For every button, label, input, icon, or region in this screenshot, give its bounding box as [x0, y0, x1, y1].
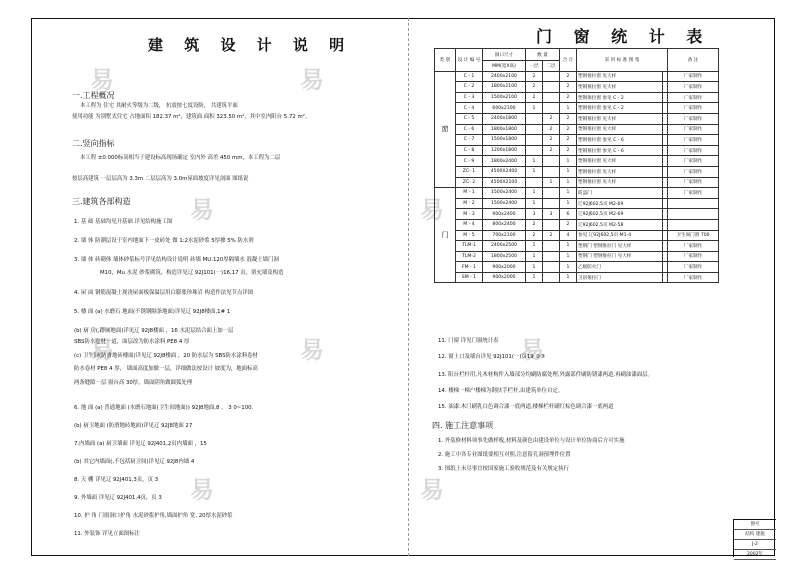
table-cell: 厂家制作 — [668, 145, 719, 156]
table-cell: C - 6 — [456, 124, 483, 135]
table-cell: 900x2400 — [483, 209, 526, 220]
table-row — [435, 209, 719, 220]
watermark-mark: 易 — [90, 336, 114, 364]
note-line: 12. 窗上口及墙台详见 92J101(一)页19 ①③ — [438, 354, 546, 360]
table-cell: 1 — [560, 251, 577, 262]
table-cell: 塑钢推拉窗 参见 C - 6 — [577, 135, 663, 146]
table-subheader: 二层 — [543, 61, 560, 72]
table-cell: 塑钢推拉窗 见大样 — [577, 82, 663, 93]
table-cell: 塑钢推拉窗 见大样 — [577, 177, 663, 188]
table-cell: 2400x2100 — [483, 71, 526, 82]
table-cell: 2 — [526, 82, 543, 93]
table-row — [435, 177, 719, 188]
table-cell: 1500x2100 — [483, 92, 526, 103]
table-cell: C - 8 — [456, 145, 483, 156]
table-cell: 2400x1800 — [483, 113, 526, 124]
table-cell — [668, 219, 719, 230]
table-row — [435, 198, 719, 209]
table-cell: 1 — [560, 103, 577, 114]
section3-line: (c) 卫生间(防滑地砖楼面)详见辽 92J8楼面 ，20 防水层为 SBS防水涂料卷材 — [74, 353, 258, 359]
table-cell: 塑钢门 塑钢推拉门 见大样 — [577, 241, 663, 252]
table-cell: 3 — [526, 209, 543, 220]
watermark-mark: 易 — [90, 66, 114, 94]
table-cell: 2 — [543, 145, 560, 156]
table-cell: M - 2 — [456, 198, 483, 209]
table-cell: 厂家制作 — [668, 262, 719, 273]
section3-line: 8. 天 棚 详见辽 92J401,3页，页 3 — [74, 477, 159, 483]
table-cell — [543, 188, 560, 199]
table-cell: 600x2100 — [483, 103, 526, 114]
table-cell: C - 3 — [456, 92, 483, 103]
group-label: 门 — [435, 188, 456, 283]
table-cell: 乙级防火门 — [577, 262, 663, 273]
table-row — [435, 219, 719, 230]
title-block-cell: 图号 — [734, 520, 776, 530]
table-cell: 厂家制作 — [668, 166, 719, 177]
table-cell: 1 — [543, 177, 560, 188]
table-cell — [543, 103, 560, 114]
table-cell: 1 — [526, 156, 543, 167]
table-cell: M - 5 — [456, 230, 483, 241]
table-cell — [543, 198, 560, 209]
section3-line: 7.内墙面 (a) 厨卫墙面 详见辽 92J401,2页内墙面 ，15 — [74, 441, 207, 447]
table-cell: SM - 1 — [456, 272, 483, 283]
table-header: 设 计 编 号 — [456, 49, 483, 72]
table-header: 采 用 标 准 图 集 — [577, 49, 668, 72]
section3-line: 9. 外墙面 详见辽 92J401,4页，页 3 — [74, 495, 162, 501]
table-subheader: MM(宽X高) — [483, 61, 526, 72]
table-cell: 辽92J602,5页 M2-58 — [577, 219, 663, 230]
section3-line: 6. 地 面 (a) 普通地面 (水磨石地面(卫生间地面)) 92J8地面,8 ， 3 0~100. — [74, 405, 254, 411]
column-divider — [408, 18, 410, 556]
watermark-mark: 易 — [300, 66, 324, 94]
table-cell — [543, 272, 560, 283]
table-cell: 厂家制作 — [668, 272, 719, 283]
table-row — [435, 145, 719, 156]
section3-line: 两条缝隙一层 窗台高 30厚，墙面阴角做圆弧处理 — [74, 380, 193, 386]
section3-line: 防水卷材 PE8 4 厚， 墙面高度加做一层，详细做法按设计 坡度为，地面标高 — [74, 366, 258, 372]
table-cell: 1200x1800 — [483, 145, 526, 156]
table-cell: TLM-2 — [456, 251, 483, 262]
table-row — [435, 82, 719, 93]
section3-line: 1. 基 础 基础均见开基础 详见结构施工图 — [74, 219, 173, 225]
table-cell: ZC- 1 — [456, 166, 483, 177]
table-row — [435, 230, 719, 241]
table-cell: 厂家制作 — [668, 251, 719, 262]
title-block-cell: 2002年 — [734, 550, 776, 560]
table-cell: ZC- 2 — [456, 177, 483, 188]
table-cell — [668, 198, 719, 209]
table-row — [435, 188, 719, 199]
table-cell: 1 — [526, 103, 543, 114]
table-cell: 塑钢推拉窗 参见 C - 2 — [577, 103, 663, 114]
section3-line: (b) 其它内墙面(,不包括厨卫间)详见辽 92J8内墙 4 — [74, 459, 195, 465]
table-cell: 1 — [560, 272, 577, 283]
table-header: 洞口尺寸 — [483, 49, 526, 61]
table-cell: 1 — [526, 188, 543, 199]
table-cell: 900x2000 — [483, 272, 526, 283]
title-block — [733, 519, 776, 557]
table-cell: 厂家制作 — [668, 92, 719, 103]
section4-line: 2. 施工中各专业图纸要相互对照,注意留孔洞预埋件位置 — [438, 452, 571, 458]
table-title: 门 窗 统 计 表 — [536, 27, 711, 46]
table-cell: 塑钢推拉窗 见大样 — [577, 124, 663, 135]
table-cell: 900x2000 — [483, 262, 526, 273]
table-cell: 2 — [543, 135, 560, 146]
table-cell: 1 — [560, 198, 577, 209]
table-cell: 1800x1800 — [483, 124, 526, 135]
table-cell — [543, 241, 560, 252]
table-cell — [543, 251, 560, 262]
section3-line: 5. 楼 面 (a) 水磨石 地面(不锈钢隔条地面)详见辽 92J8楼面,1# 1 — [74, 309, 231, 315]
section3-line: M10，Mu 水泥 砂浆砌筑，构造详见辽 92J101(一)16,17 页，填充墙及构造 — [100, 270, 284, 276]
note-line: 15. 油漆:木门刷乳白色调合漆一底两道,楼梯栏杆刷红棕色调合漆一底两道 — [438, 404, 614, 410]
table-cell: 辽92J602,5页 M2-69 — [577, 198, 663, 209]
table-row — [435, 103, 719, 114]
table-cell: 卫生间门窗 700 — [668, 230, 719, 241]
table-cell: 厂家制作 — [668, 82, 719, 93]
table-cell: 厂家制作 — [668, 177, 719, 188]
table-cell: 塑钢推拉窗 见大样 — [577, 156, 663, 167]
table-cell — [526, 177, 543, 188]
table-cell: 厂家制作 — [668, 188, 719, 199]
table-cell: 塑钢推拉窗 见大样 — [577, 71, 663, 82]
section3-line: (b) 厨卫地面 (防滑地砖地面)详见辽 92J8地面 27 — [74, 423, 193, 429]
table-cell: 1800x2500 — [483, 251, 526, 262]
table-cell: 厂家制作 — [668, 156, 719, 167]
table-cell: M - 3 — [456, 209, 483, 220]
table-cell: C - 4 — [456, 103, 483, 114]
note-line: 13. 阳台栏杆用,凡木材构件入墙部分均刷防腐处理,外露部件刷防锈漆两道,再刷油漆面层。 — [438, 372, 653, 378]
table-cell — [543, 82, 560, 93]
table-cell: 厂家制作 — [668, 113, 719, 124]
table-cell: C - 5 — [456, 113, 483, 124]
table-cell — [543, 71, 560, 82]
table-cell: 1 — [560, 262, 577, 273]
table-cell: TLM-1 — [456, 241, 483, 252]
section1-line: 使用功能 为别墅式住宅 占地面积 182.37 m²，建筑面 面积 323.50 m²，其中室内阳台 5.72 m²。 — [72, 114, 311, 120]
table-cell: 6 — [560, 209, 577, 220]
table-header: 数 量 — [526, 49, 560, 61]
table-row — [435, 71, 719, 82]
watermark-mark: 易 — [520, 336, 544, 364]
table-cell: 卫浴推拉门 — [577, 272, 663, 283]
table-cell: 2 — [560, 71, 577, 82]
table-row — [435, 92, 719, 103]
section4-line: 1. 外装修材料须事先做样板,材料及颜色由建设单位与设计单位协商后方可实施 — [438, 438, 625, 444]
table-row — [435, 251, 719, 262]
table-cell: 厂家制作 — [668, 71, 719, 82]
table-row — [435, 166, 719, 177]
table-cell: 2400x2500 — [483, 241, 526, 252]
table-cell: 参见 辽92J602,5页 M1-4 — [577, 230, 663, 241]
table-cell: 塑钢推拉窗 见大样 — [577, 113, 663, 124]
table-cell: 2 — [543, 113, 560, 124]
section4-heading: 四. 施工注意事项 — [432, 421, 494, 430]
table-cell: 1 — [526, 241, 543, 252]
table-cell: M - 1 — [456, 188, 483, 199]
table-cell: 2 — [560, 145, 577, 156]
table-cell: 1 — [560, 156, 577, 167]
table-cell: 塑钢推拉窗 参见 C - 2 — [577, 92, 663, 103]
section1-line: 本工程为 住宅 其耐火等级为二级， 抗震按七度设防， 共建筑平面 — [80, 103, 238, 109]
table-cell: 1 — [526, 251, 543, 262]
section2-heading: 二.竖向指标 — [72, 139, 115, 148]
table-cell: 2 — [560, 135, 577, 146]
table-cell: 800x2400 — [483, 219, 526, 230]
table-cell — [543, 166, 560, 177]
table-cell: C - 2 — [456, 82, 483, 93]
table-cell: 1 — [560, 166, 577, 177]
table-cell: 塑钢推拉窗 参见 C - 6 — [577, 145, 663, 156]
note-line: 14. 楼梯一梯户楼梯为钢扶手栏杆,由建筑单位自定。 — [438, 388, 564, 394]
table-cell: 1 — [526, 272, 543, 283]
table-cell: 厂家制作 — [668, 103, 719, 114]
section2-line: 按层高建筑 一层层高为 3.3m 二层层高为 3.0m屋面坡度详见剖面 图纸说 — [72, 176, 249, 182]
table-cell — [526, 113, 543, 124]
watermark-mark: 易 — [190, 196, 214, 224]
table-subheader: 一层 — [526, 61, 543, 72]
table-cell: 2 — [543, 124, 560, 135]
table-cell: 2 — [560, 82, 577, 93]
table-cell — [526, 135, 543, 146]
table-cell: 厂家制作 — [668, 241, 719, 252]
table-header: 备 注 — [668, 49, 719, 72]
table-row — [435, 241, 719, 252]
table-cell: 1500x2400 — [483, 198, 526, 209]
group-label: 窗 — [435, 71, 456, 188]
table-row — [435, 113, 719, 124]
table-cell: C - 7 — [456, 135, 483, 146]
table-row — [435, 156, 719, 167]
table-row — [435, 272, 719, 283]
table-cell — [543, 262, 560, 273]
table-cell: 4500X2400 — [483, 166, 526, 177]
table-cell: 1500x2400 — [483, 188, 526, 199]
table-cell — [543, 219, 560, 230]
section3-line: 2. 墙 体 防潮层设于室内地面下一皮砖处 做 1:2水泥砂浆 5厚掺 5% 防水剂 — [74, 238, 254, 244]
table-cell: M - 4 — [456, 219, 483, 230]
section1-heading: 一.工程概况 — [72, 91, 115, 100]
note-line: 11. 门窗 详见门窗统计表 — [438, 338, 499, 344]
table-cell: 厂家制作 — [668, 135, 719, 146]
table-cell: 1800x2400 — [483, 156, 526, 167]
table-cell: 辽92J602,5页 M2-69 — [577, 209, 663, 220]
section3-heading: 三.建筑各部构造 — [72, 197, 131, 206]
table-cell: 4500X2100 — [483, 177, 526, 188]
table-cell — [526, 124, 543, 135]
table-cell: 1800x2100 — [483, 82, 526, 93]
table-cell: 1 — [560, 241, 577, 252]
watermark-mark: 易 — [300, 336, 324, 364]
table-cell — [526, 145, 543, 156]
table-cell — [668, 209, 719, 220]
table-cell: 1 — [560, 177, 577, 188]
title-block-cell: J-2 — [734, 540, 776, 550]
table-cell: 2 — [560, 219, 577, 230]
table-cell: C - 9 — [456, 156, 483, 167]
table-cell: 2 — [560, 113, 577, 124]
table-cell: 厂家制作 — [668, 124, 719, 135]
section4-line: 3. 图纸上未尽事宜按国家施工验收规范及有关规定执行 — [438, 466, 569, 472]
section3-line: 11. 外装饰 详见立面图标注 — [74, 531, 140, 537]
table-cell: 2 — [560, 124, 577, 135]
door-window-table — [434, 48, 719, 283]
table-cell: 防盗门 — [577, 188, 663, 199]
table-cell: 2 — [526, 230, 543, 241]
section3-line: 10. 护 角 门窗洞口护角 水泥砂浆护角,墙面护角 宽, 20厚水泥砂浆 — [74, 513, 233, 519]
table-cell: 4 — [560, 230, 577, 241]
table-header: 类 别 — [435, 49, 456, 72]
table-row — [435, 124, 719, 135]
table-cell: 2 — [526, 219, 543, 230]
watermark-mark: 易 — [420, 476, 444, 504]
section3-line: 3. 墙 体 砖砌体 墙体砂浆标号详见结构设计说明 砖墙 MU.120厚隔墙水 混凝土墙门洞 — [74, 257, 279, 263]
section3-line: 4. 屋 面 钢筋混凝土现浇屋面板保温层用白膨胀珍珠岩 构造作法见节点详图 — [74, 290, 254, 296]
table-cell: 3 — [543, 209, 560, 220]
section3-line: SBS防水卷材一道，面层改为防水涂料 PE8 4 厚 — [74, 339, 190, 345]
table-cell: 1 — [526, 262, 543, 273]
table-cell — [543, 156, 560, 167]
watermark-mark: 易 — [190, 476, 214, 504]
table-header: 合 计 — [560, 49, 577, 72]
table-cell: 1 — [526, 198, 543, 209]
table-cell: 2 — [560, 92, 577, 103]
title-block-cell: 结构 建施 — [734, 530, 776, 540]
left-title: 建 筑 设 计 说 明 — [148, 36, 353, 54]
table-cell — [543, 92, 560, 103]
table-cell: 1 — [560, 188, 577, 199]
section3-line: (b) 厨 房(,蹲厕地面)详见辽 92J8楼面 ，16 水泥层结合面上加一层 — [74, 328, 234, 334]
table-cell: 塑钢推拉窗 见大样 — [577, 166, 663, 177]
table-cell: 1500x1800 — [483, 135, 526, 146]
table-cell: FM - 1 — [456, 262, 483, 273]
table-cell: 700x2100 — [483, 230, 526, 241]
table-cell: 2 — [526, 92, 543, 103]
table-row — [435, 135, 719, 146]
table-cell: 塑钢门 塑钢推拉门 见大样 — [577, 251, 663, 262]
watermark-mark: 易 — [420, 196, 444, 224]
table-cell: 1 — [526, 166, 543, 177]
table-cell: C - 1 — [456, 71, 483, 82]
table-cell: 2 — [526, 71, 543, 82]
table-cell: 2 — [543, 230, 560, 241]
table-row — [435, 262, 719, 273]
section2-line: 本工程 ±0.000标高相当于建设标高现场确定 室内外 高差 450 mm，本工程为二层 — [80, 155, 281, 161]
